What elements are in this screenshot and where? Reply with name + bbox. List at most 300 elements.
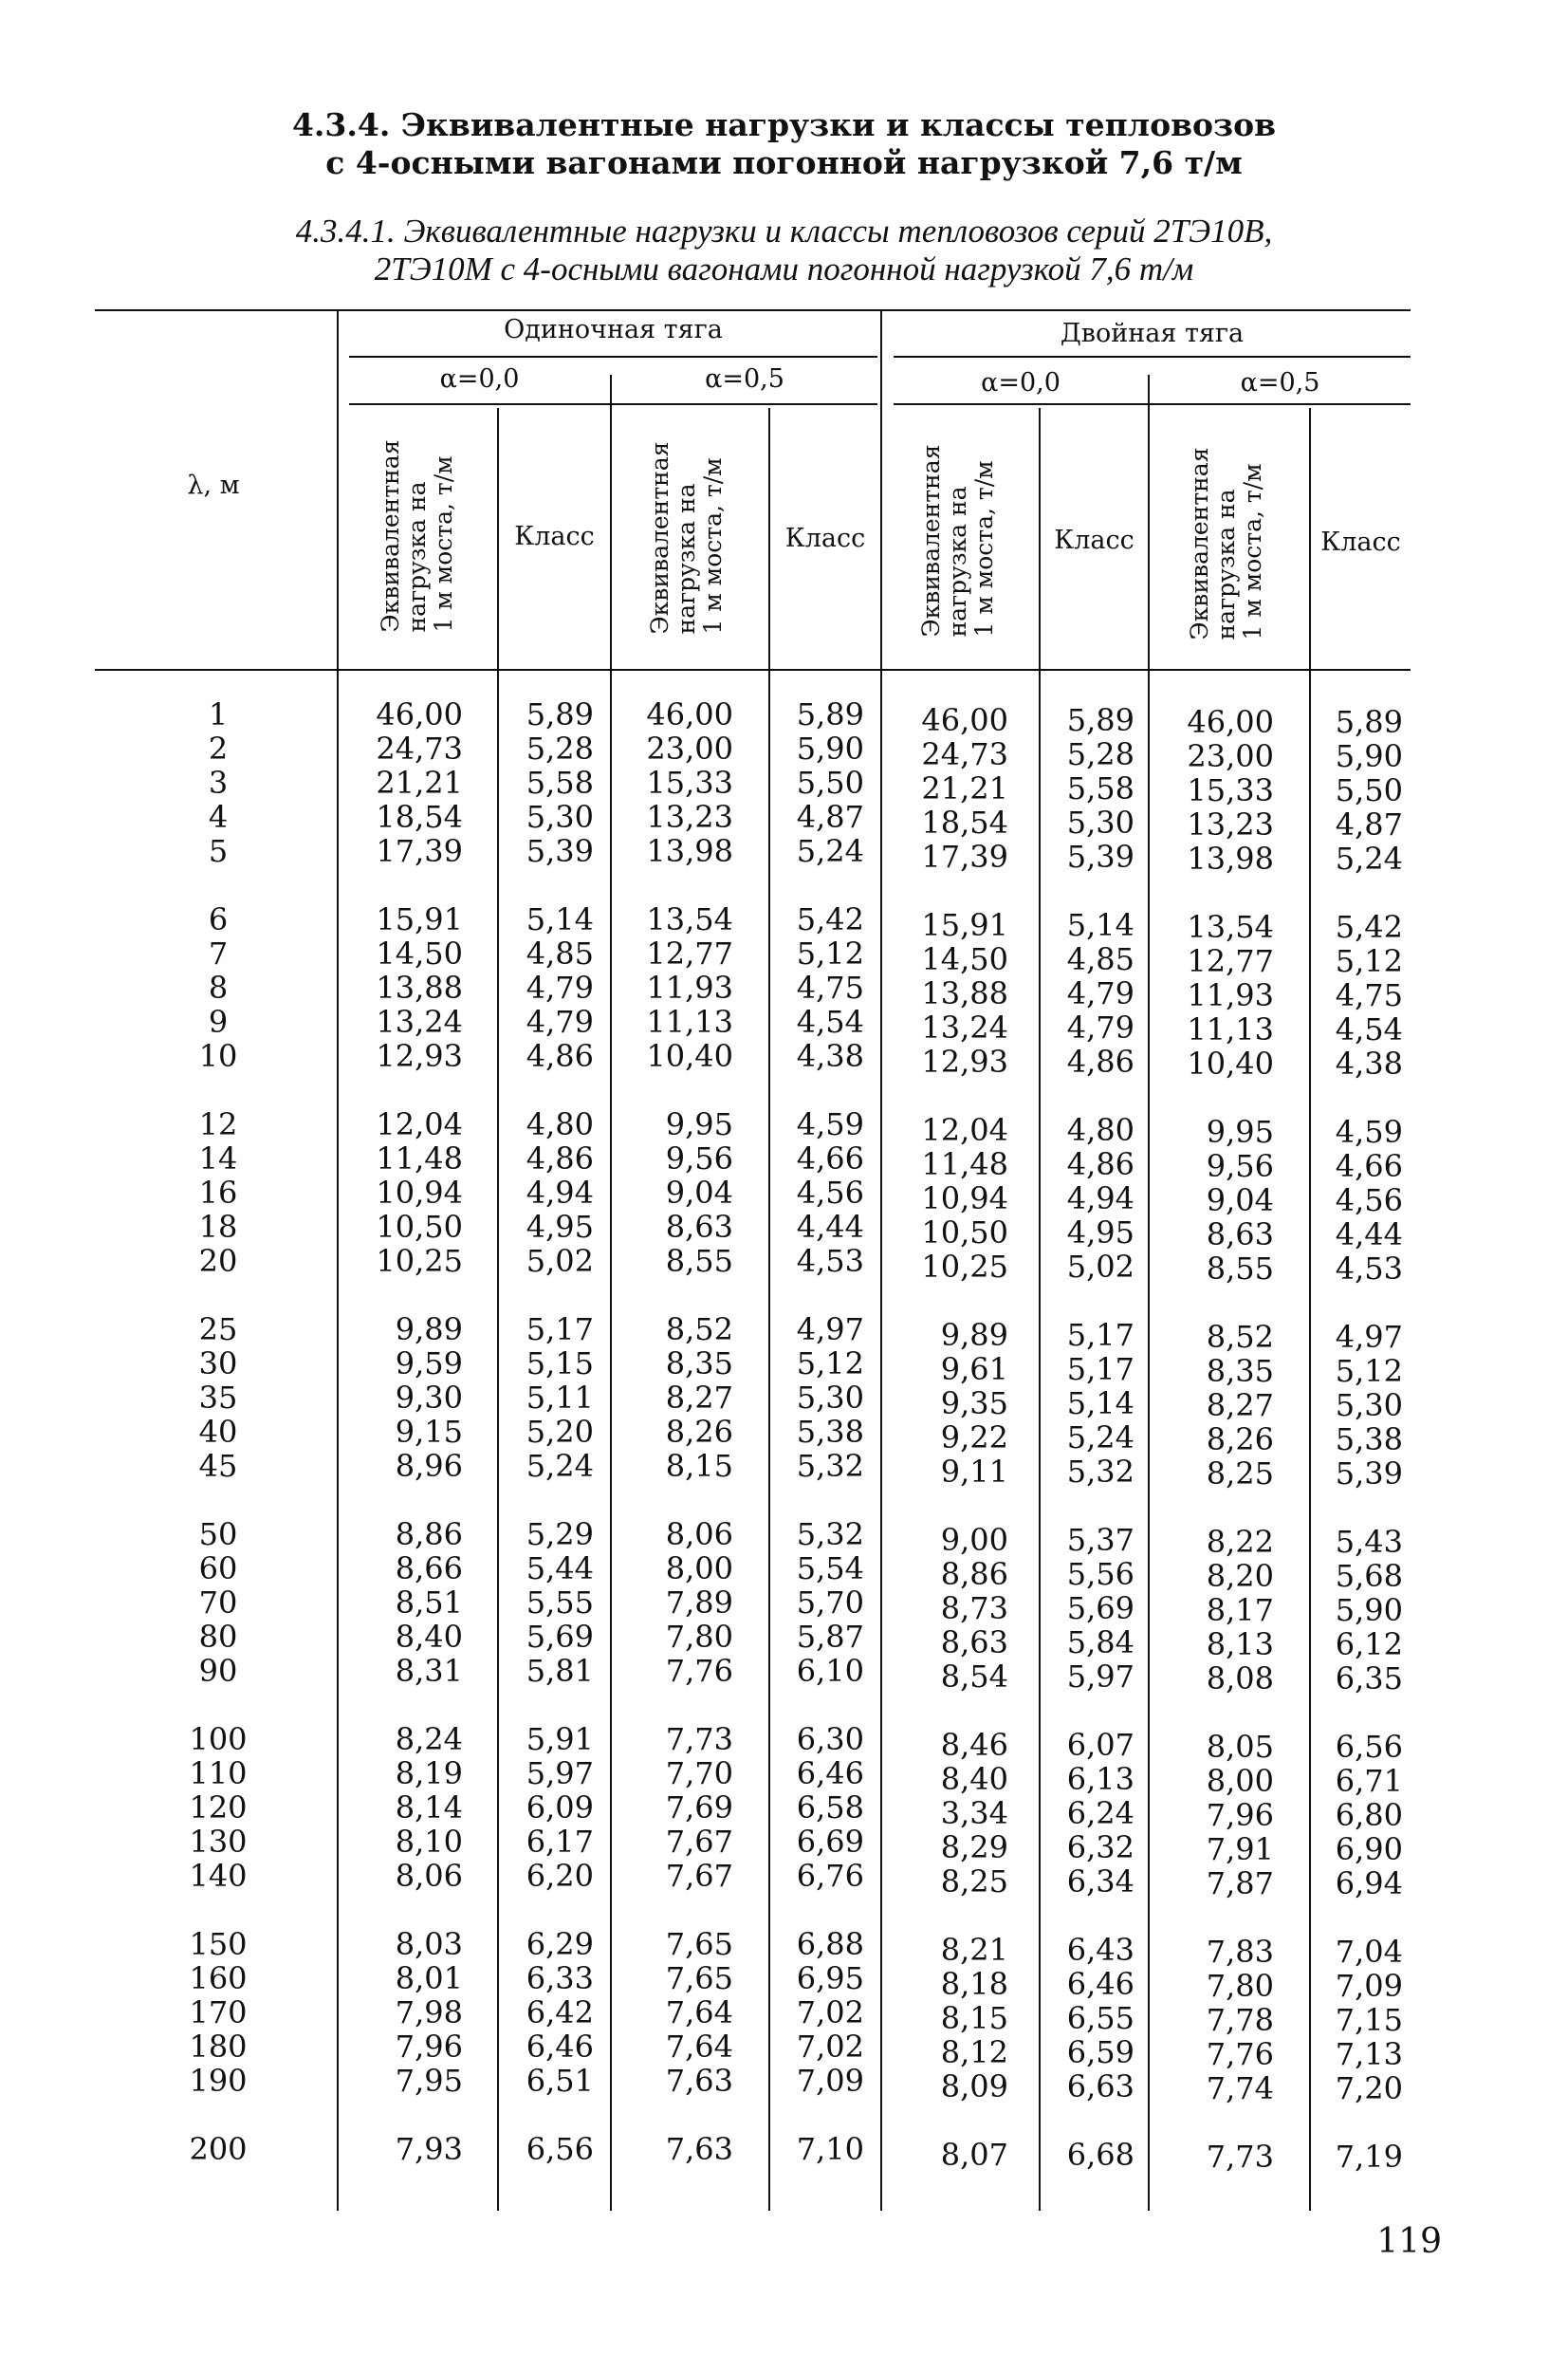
table-cell: 8,46 (940, 1727, 1008, 1763)
group-gap (1043, 2104, 1134, 2138)
table-cell: 50 (198, 1516, 238, 1552)
header-class-3: Класс (1054, 526, 1134, 555)
vrule-d2 (1148, 375, 1150, 2211)
table-cell: 9,89 (395, 1311, 463, 1347)
table-cell: 6,33 (526, 1960, 594, 1996)
table-cell: 8,18 (940, 1966, 1008, 2002)
table-cell: 5,28 (526, 731, 594, 767)
group-gap (773, 1073, 864, 1107)
vrule-d1 (1039, 408, 1041, 2211)
table-cell: 6,88 (796, 1926, 864, 1962)
group-gap (175, 2098, 261, 2132)
table-cell: 5,39 (526, 833, 594, 869)
group-gap (773, 1483, 864, 1517)
table-cell: 13,23 (646, 799, 733, 835)
table-cell: 4,85 (526, 936, 594, 972)
header-double-alpha-05: α=0,5 (1240, 368, 1320, 398)
group-gap (503, 2098, 594, 2132)
table-cell: 9,04 (1206, 1182, 1274, 1218)
table-cell: 46,00 (1187, 704, 1274, 740)
table-cell: 7,76 (1206, 2036, 1274, 2072)
group-gap (773, 1893, 864, 1927)
header-double-traction: Двойная тяга (1060, 319, 1245, 348)
group-gap (1043, 1489, 1134, 1523)
table-cell: 10,50 (376, 1209, 463, 1245)
table-cell: 6,76 (796, 1858, 864, 1894)
table-cell: 4,87 (796, 799, 864, 835)
table-cell: 5,91 (526, 1721, 594, 1757)
table-cell: 4,86 (526, 1140, 594, 1177)
load-header-line-1: Эквивалентная (646, 441, 673, 635)
table-cell: 8,52 (665, 1311, 733, 1347)
table-cell: 7,80 (1206, 1968, 1274, 2004)
table-cell: 18 (198, 1209, 238, 1245)
group-gap (1314, 1491, 1403, 1525)
table-cell: 6,35 (1335, 1660, 1403, 1696)
table-cell: 7,04 (1335, 1934, 1403, 1970)
table-cell: 8,35 (665, 1345, 733, 1381)
table-cell: 9,35 (940, 1385, 1008, 1421)
table-cell: 8,12 (940, 2034, 1008, 2070)
table-cell: 3,34 (940, 1795, 1008, 1831)
table-cell: 5,58 (526, 765, 594, 801)
load-header-line-2: нагрузка на (944, 486, 971, 638)
table-cell: 4,53 (1335, 1251, 1403, 1287)
table-cell: 8,40 (395, 1619, 463, 1655)
table-cell: 5,12 (1335, 943, 1403, 979)
table-cell: 70 (198, 1585, 238, 1621)
col-single-a05-class (773, 697, 864, 2166)
header-double-alpha-00: α=0,0 (981, 368, 1061, 398)
table-cell: 6,12 (1335, 1626, 1403, 1662)
table-cell: 5,37 (1066, 1522, 1134, 1558)
table-cell: 10,94 (376, 1175, 463, 1211)
group-gap (1043, 1284, 1134, 1318)
table-cell: 5,89 (796, 696, 864, 732)
table-cell: 7,74 (1206, 2070, 1274, 2106)
table-cell: 15,33 (646, 765, 733, 801)
table-cell: 17,39 (376, 833, 463, 869)
group-gap (1314, 876, 1403, 910)
table-cell: 5,43 (1335, 1524, 1403, 1560)
table-cell: 8,35 (1206, 1353, 1274, 1389)
table-cell: 7,10 (796, 2131, 864, 2167)
table-cell: 7,98 (395, 1994, 463, 2030)
table-cell: 6,10 (796, 1653, 864, 1689)
table-cell: 5,14 (1066, 1385, 1134, 1421)
group-gap (621, 2098, 733, 2132)
table-cell: 6,43 (1066, 1932, 1134, 1968)
table-cell: 8,63 (665, 1209, 733, 1245)
table-cell: 4,94 (526, 1175, 594, 1211)
table-cell: 5,58 (1066, 770, 1134, 806)
table-cell: 13,98 (646, 833, 733, 869)
load-header-line-3: 1 м моста, т/м (699, 457, 727, 635)
table-cell: 5,17 (1066, 1351, 1134, 1387)
table-cell: 4,56 (796, 1175, 864, 1211)
group-gap (351, 1483, 463, 1517)
table-cell: 5,70 (796, 1585, 864, 1621)
table-cell: 7,89 (665, 1585, 733, 1621)
col-single-a00-class (503, 697, 594, 2166)
group-gap (351, 1688, 463, 1722)
table-cell: 8,15 (940, 2000, 1008, 2036)
group-gap (1162, 876, 1274, 910)
table-cell: 5,69 (526, 1619, 594, 1655)
vrule-s3 (768, 408, 770, 2211)
table-cell: 20 (198, 1243, 238, 1279)
table-cell: 8,96 (395, 1448, 463, 1484)
table-cell: 24,73 (921, 736, 1008, 772)
group-gap (621, 1483, 733, 1517)
table-cell: 6,30 (796, 1721, 864, 1757)
table-cell: 6,94 (1335, 1865, 1403, 1901)
table-cell: 5,90 (796, 731, 864, 767)
table-cell: 5,89 (526, 696, 594, 732)
table-cell: 8,01 (395, 1960, 463, 1996)
group-gap (503, 1688, 594, 1722)
table-cell: 4,66 (1335, 1148, 1403, 1184)
load-header-line-2: нагрузка на (1212, 489, 1240, 640)
table-cell: 4,80 (526, 1106, 594, 1142)
table-cell: 35 (198, 1380, 238, 1416)
table-cell: 4,79 (1066, 975, 1134, 1011)
group-gap (1162, 2105, 1274, 2140)
table-cell: 4,66 (796, 1140, 864, 1177)
table-cell: 5,12 (1335, 1353, 1403, 1389)
table-cell: 30 (198, 1345, 238, 1381)
table-cell: 170 (189, 1994, 248, 2030)
table-cell: 4,97 (1335, 1319, 1403, 1355)
table-cell: 10 (198, 1038, 238, 1074)
group-gap (351, 1893, 463, 1927)
group-gap (351, 1073, 463, 1107)
table-cell: 46,00 (376, 696, 463, 732)
table-cell: 12,04 (376, 1106, 463, 1142)
table-cell: 8,06 (665, 1516, 733, 1552)
col-double-a00-class (1043, 703, 1134, 2172)
table-cell: 8,25 (1206, 1455, 1274, 1492)
table-cell: 5,24 (1335, 841, 1403, 877)
table-cell: 5,24 (526, 1448, 594, 1484)
table-cell: 6,55 (1066, 2000, 1134, 2036)
group-gap (351, 2098, 463, 2132)
table-subtitle-line-2: 2ТЭ10М с 4-осными вагонами погонной нагрузкой 7,6 т/м (374, 250, 1194, 287)
table-cell: 8,25 (940, 1863, 1008, 1900)
group-gap (503, 1483, 594, 1517)
table-cell: 110 (189, 1755, 248, 1791)
table-cell: 9,15 (395, 1414, 463, 1450)
table-cell: 7,73 (1206, 2139, 1274, 2175)
group-gap (175, 1483, 261, 1517)
table-cell: 6,32 (1066, 1829, 1134, 1865)
table-cell: 12,77 (646, 936, 733, 972)
table-cell: 8,00 (1206, 1763, 1274, 1799)
table-cell: 8,27 (1206, 1387, 1274, 1423)
group-gap (503, 1073, 594, 1107)
table-cell: 80 (198, 1619, 238, 1655)
table-cell: 8,19 (395, 1755, 463, 1791)
group-gap (503, 1278, 594, 1312)
table-cell: 4,79 (526, 970, 594, 1006)
group-gap (175, 1893, 261, 1927)
group-gap (175, 1278, 261, 1312)
table-cell: 100 (189, 1721, 248, 1757)
load-header-line-3: 1 м моста, т/м (1239, 463, 1266, 640)
table-cell: 8,09 (940, 2068, 1008, 2104)
table-cell: 7,87 (1206, 1865, 1274, 1901)
table-cell: 15,91 (921, 907, 1008, 943)
table-cell: 13,23 (1187, 806, 1274, 843)
table-cell: 15,91 (376, 901, 463, 937)
table-cell: 6,95 (796, 1960, 864, 1996)
table-cell: 7,19 (1335, 2139, 1403, 2175)
table-cell: 7,63 (665, 2063, 733, 2099)
table-cell: 6,46 (526, 2029, 594, 2065)
table-cell: 7,15 (1335, 2002, 1403, 2038)
load-header-line-2: нагрузка на (403, 481, 431, 633)
table-cell: 5,54 (796, 1550, 864, 1586)
table-cell: 7,80 (665, 1619, 733, 1655)
table-cell: 9,56 (665, 1140, 733, 1177)
group-gap (896, 2104, 1008, 2138)
table-cell: 8,31 (395, 1653, 463, 1689)
group-gap (1162, 1900, 1274, 1935)
group-gap (503, 1893, 594, 1927)
table-cell: 4,53 (796, 1243, 864, 1279)
table-cell: 13,54 (1187, 909, 1274, 945)
header-single-alpha-05: α=0,5 (705, 364, 784, 394)
table-cell: 5,55 (526, 1585, 594, 1621)
group-gap (621, 1893, 733, 1927)
table-cell: 190 (189, 2063, 248, 2099)
table-cell: 8,26 (1206, 1421, 1274, 1457)
table-cell: 4,38 (796, 1038, 864, 1074)
table-cell: 4,79 (1066, 1010, 1134, 1046)
table-cell: 7,78 (1206, 2002, 1274, 2038)
load-header-line-1: Эквивалентная (917, 444, 945, 638)
table-cell: 6,51 (526, 2063, 594, 2099)
vrule-mid (880, 309, 882, 2211)
table-cell: 8,15 (665, 1448, 733, 1484)
table-cell: 8,14 (395, 1789, 463, 1826)
table-cell: 5,89 (1335, 704, 1403, 740)
table-cell: 8,63 (1206, 1216, 1274, 1252)
page-number: 119 (1376, 2222, 1442, 2261)
table-cell: 5,50 (796, 765, 864, 801)
table-cell: 200 (189, 2131, 248, 2167)
table-cell: 6,56 (526, 2131, 594, 2167)
table-cell: 6,42 (526, 1994, 594, 2030)
section-title-line-1: 4.3.4. Эквивалентные нагрузки и классы тепловозов (291, 106, 1277, 143)
table-cell: 5,12 (796, 936, 864, 972)
table-cell: 60 (198, 1550, 238, 1586)
group-gap (773, 1688, 864, 1722)
table-cell: 8 (208, 970, 229, 1006)
table-cell: 12 (198, 1106, 238, 1142)
table-cell: 7,76 (665, 1653, 733, 1689)
table-cell: 4,75 (796, 970, 864, 1006)
group-gap (503, 868, 594, 902)
header-class-1: Класс (514, 522, 595, 551)
col-double-a05-class (1314, 705, 1403, 2174)
group-gap (621, 1688, 733, 1722)
table-cell: 7,70 (665, 1755, 733, 1791)
table-cell: 46,00 (921, 702, 1008, 738)
table-cell: 7,65 (665, 1960, 733, 1996)
table-cell: 17,39 (921, 839, 1008, 875)
table-cell: 7,96 (1206, 1797, 1274, 1833)
table-cell: 5,17 (1066, 1317, 1134, 1353)
table-cell: 5,38 (796, 1414, 864, 1450)
alpha-rule-single (349, 403, 877, 405)
table-cell: 40 (198, 1414, 238, 1450)
table-cell: 7,09 (796, 2063, 864, 2099)
load-header-line-3: 1 м моста, т/м (970, 460, 998, 638)
header-bottom-rule (95, 669, 1411, 671)
table-cell: 8,10 (395, 1824, 463, 1860)
group-gap (773, 2098, 864, 2132)
table-cell: 150 (189, 1926, 248, 1962)
table-cell: 9,59 (395, 1345, 463, 1381)
table-cell: 14,50 (376, 936, 463, 972)
table-cell: 5,56 (1066, 1556, 1134, 1592)
table-cell: 5,14 (1066, 907, 1134, 943)
table-cell: 5,42 (1335, 909, 1403, 945)
table-cell: 7,02 (796, 2029, 864, 2065)
table-cell: 6,80 (1335, 1797, 1403, 1833)
group-gap (773, 1278, 864, 1312)
table-cell: 5,02 (1066, 1249, 1134, 1285)
col-double-a00-load (896, 703, 1008, 2172)
table-cell: 5,97 (526, 1755, 594, 1791)
table-cell: 8,21 (940, 1932, 1008, 1968)
table-cell: 6,07 (1066, 1727, 1134, 1763)
table-cell: 5,14 (526, 901, 594, 937)
table-cell: 90 (198, 1653, 238, 1689)
table-cell: 180 (189, 2029, 248, 2065)
table-cell: 5,50 (1335, 772, 1403, 808)
table-cell: 6,29 (526, 1926, 594, 1962)
table-cell: 11,13 (646, 1004, 733, 1040)
table-cell: 21,21 (921, 770, 1008, 806)
load-header-line-1: Эквивалентная (1186, 447, 1213, 640)
table-cell: 7,96 (395, 2029, 463, 2065)
table-cell: 4,79 (526, 1004, 594, 1040)
table-cell: 8,73 (940, 1590, 1008, 1626)
table-cell: 11,48 (376, 1140, 463, 1177)
group-gap (896, 1489, 1008, 1523)
table-cell: 7,83 (1206, 1934, 1274, 1970)
table-cell: 8,29 (940, 1829, 1008, 1865)
table-cell: 10,50 (921, 1214, 1008, 1251)
table-cell: 8,63 (940, 1624, 1008, 1660)
col-single-a00-load (351, 697, 463, 2166)
table-subtitle (0, 213, 1568, 288)
group-gap (1314, 2105, 1403, 2140)
group-gap (621, 868, 733, 902)
table-cell: 12,77 (1187, 943, 1274, 979)
table-cell: 5,90 (1335, 1592, 1403, 1628)
table-cell: 7,93 (395, 2131, 463, 2167)
table-cell: 7 (208, 936, 229, 972)
table-cell: 4,95 (1066, 1214, 1134, 1251)
col-lambda (175, 697, 261, 2166)
header-class-4: Класс (1320, 528, 1401, 557)
table-cell: 5,02 (526, 1243, 594, 1279)
table-cell: 8,55 (665, 1243, 733, 1279)
table-cell: 6,59 (1066, 2034, 1134, 2070)
table-cell: 6,58 (796, 1789, 864, 1826)
group-gap (1314, 1696, 1403, 1730)
table-cell: 6,56 (1335, 1729, 1403, 1765)
table-cell: 13,88 (921, 975, 1008, 1011)
table-subtitle-line-1: 4.3.4.1. Эквивалентные нагрузки и классы тепловозов серий 2ТЭ10В, (295, 213, 1273, 250)
table-cell: 9,11 (940, 1454, 1008, 1490)
group-gap (1162, 1081, 1274, 1115)
table-cell: 6,24 (1066, 1795, 1134, 1831)
table-cell: 5,32 (796, 1448, 864, 1484)
table-cell: 2 (208, 731, 229, 767)
group-gap (175, 1073, 261, 1107)
table-cell: 12,93 (921, 1044, 1008, 1080)
single-traction-rule (349, 356, 877, 358)
header-lambda: λ, м (187, 471, 240, 500)
table-cell: 7,64 (665, 2029, 733, 2065)
group-gap (1043, 1079, 1134, 1113)
table-cell: 8,54 (940, 1659, 1008, 1695)
group-gap (896, 1284, 1008, 1318)
table-cell: 4,85 (1066, 941, 1134, 977)
table-cell: 7,63 (665, 2131, 733, 2167)
table-cell: 7,02 (796, 1994, 864, 2030)
table-cell: 4,56 (1335, 1182, 1403, 1218)
table-cell: 5,42 (796, 901, 864, 937)
table-cell: 5,84 (1066, 1624, 1134, 1660)
table-cell: 6,46 (796, 1755, 864, 1791)
table-cell: 4,95 (526, 1209, 594, 1245)
table-cell: 8,66 (395, 1550, 463, 1586)
table-cell: 3 (208, 765, 229, 801)
table-cell: 4,86 (1066, 1146, 1134, 1182)
table-cell: 5,97 (1066, 1659, 1134, 1695)
group-gap (175, 1688, 261, 1722)
header-single-traction: Одиночная тяга (504, 315, 723, 344)
table-cell: 5,89 (1066, 702, 1134, 738)
table-cell: 18,54 (376, 799, 463, 835)
table-cell: 8,26 (665, 1414, 733, 1450)
table-cell: 5,81 (526, 1653, 594, 1689)
table-cell: 6,68 (1066, 2137, 1134, 2173)
table-cell: 160 (189, 1960, 248, 1996)
group-gap (896, 874, 1008, 908)
table-cell: 9,61 (940, 1351, 1008, 1387)
table-cell: 5,30 (796, 1380, 864, 1416)
table-cell: 8,27 (665, 1380, 733, 1416)
table-cell: 8,52 (1206, 1319, 1274, 1355)
table-cell: 8,22 (1206, 1524, 1274, 1560)
table-cell: 4,54 (1335, 1011, 1403, 1047)
table-cell: 6 (208, 901, 229, 937)
table-cell: 5,87 (796, 1619, 864, 1655)
table-cell: 8,55 (1206, 1251, 1274, 1287)
table-cell: 5,15 (526, 1345, 594, 1381)
group-gap (621, 1278, 733, 1312)
table-cell: 9,00 (940, 1522, 1008, 1558)
table-cell: 5,38 (1335, 1421, 1403, 1457)
section-title (0, 106, 1568, 182)
table-cell: 9,89 (940, 1317, 1008, 1353)
